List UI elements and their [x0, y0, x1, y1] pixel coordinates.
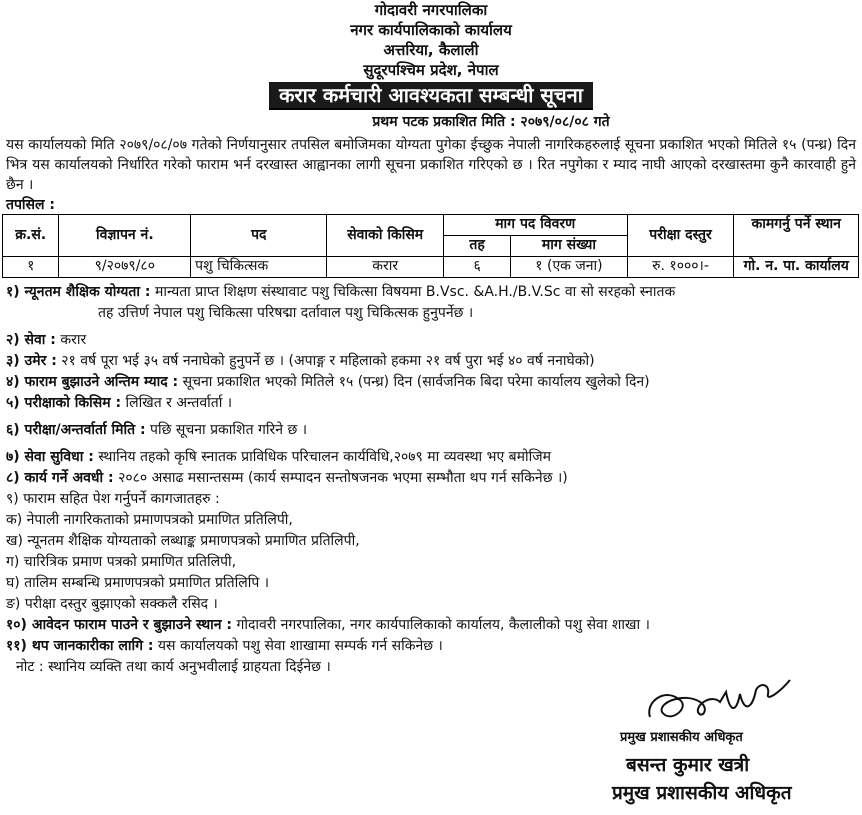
list-item — [6, 330, 856, 351]
item-text: लिखित र अन्तर्वार्ता । — [125, 394, 233, 411]
item-text: ९) फाराम सहित पेश गर्नुपर्ने कागजातहरु : — [6, 490, 220, 507]
list-item — [6, 393, 856, 414]
cell-sn: १ — [3, 256, 59, 277]
item-text: सूचना प्रकाशित भएको मितिले १५ (पन्ध्र) दिन (सार्वजनिक बिदा परेमा कार्यालय खुलेको दिन) — [182, 373, 650, 390]
cell-workplace: गो. न. पा. कार्यालय — [734, 256, 859, 277]
list-item — [6, 351, 856, 372]
conditions-list — [6, 282, 856, 678]
published-date: प्रथम पटक प्रकाशित मिति : २०७९/०८/०८ गते — [372, 114, 610, 130]
list-item — [6, 636, 856, 657]
cell-ad-no: ९/२०७९/८० — [59, 256, 191, 277]
item-label: ६) परीक्षा/अन्तर्वार्ता मिति : — [6, 421, 146, 438]
item-text: गोदावरी नगरपालिका, नगर कार्यपालिकाको कार्यालय, कैलालीको पशु सेवा शाखा । — [236, 616, 650, 633]
item-label: ७) सेवा सुविधा : — [6, 448, 94, 465]
signatory-name: बसन्त कुमार खत्री — [626, 754, 750, 776]
list-item — [6, 615, 856, 636]
col-post: पद — [191, 214, 327, 256]
item-text: यस कार्यालयको पशु सेवा शाखामा सम्पर्क गर्न सकिनेछ । — [157, 637, 443, 654]
item-text: करार — [60, 331, 87, 348]
item-label: ८) कार्य गर्ने अवधी : — [6, 469, 114, 486]
col-workplace: कामगर्नु पर्ने स्थान — [734, 214, 859, 256]
note: नोट : स्थानिय व्यक्ति तथा कार्य अनुभवीलाई ग्राहयता दिईनेछ । — [16, 658, 331, 675]
intro-paragraph: यस कार्यालयको मिति २०७९/०८/०७ गतेको निर्णयानुसार तपसिल बमोजिमका योग्यता पुगेका ईच्छुक नेपाली नागरिकहरुलाई सूचना प्रकाशित भएको मितिले १५ (पन्ध्र) दिन भित्र यस कार्यालयको निर्धारित गरेको फाराम भर्न दरखास्त आह्वानका लागी सूचना प्रकाशित गरिएको छ । रित नपुगेका र म्याद नाघी आएको दरखास्तमा कुनै कारवाही हुने छैन । — [6, 136, 856, 193]
notice-title-wrap — [0, 82, 862, 110]
doc-item: ग) चारित्रिक प्रमाण पत्रको प्रमाणित प्रतिलिपी, — [6, 553, 237, 570]
cell-exam-fee: रु. १०००।- — [627, 256, 734, 277]
doc-item: ख) न्यूनतम शैक्षिक योग्यताको लब्धाङ्क प्रमाणपत्रको प्रमाणित प्रतिलिपी, — [6, 532, 360, 549]
item-label: ५) परीक्षाको किसिम : — [6, 394, 122, 411]
list-item — [6, 420, 856, 441]
item-text: पछि सूचना प्रकाशित गरिने छ । — [150, 421, 308, 438]
list-item — [6, 282, 856, 303]
col-sn: क्र.सं. — [3, 214, 59, 256]
col-exam-fee: परीक्षा दस्तुर — [627, 214, 734, 256]
vacancy-table — [2, 214, 859, 278]
table-header-row — [3, 214, 859, 235]
cell-count: १ (एक जना) — [511, 256, 627, 277]
item-label: ११) थप जानकारीका लागि : — [6, 637, 154, 654]
list-item-continued: तह उत्तिर्ण नेपाल पशु चिकित्सा परिषद्मा दर्तावाल पशु चिकित्सक हुनुपर्नेछ । — [98, 304, 474, 321]
item-text: स्थानिय तहको कृषि स्नातक प्राविधिक परिचालन कार्यविधि,२०७९ मा व्यवस्था भए बमोजिम — [98, 448, 552, 465]
col-count: माग संख्या — [511, 235, 627, 256]
office-header — [0, 0, 862, 80]
office-name: नगर कार्यपालिकाको कार्यालय — [350, 21, 512, 39]
item-label: १) न्यूनतम शैक्षिक योग्यता : — [6, 283, 151, 300]
cell-post: पशु चिकित्सक — [191, 256, 327, 277]
item-label: २) सेवा : — [6, 331, 56, 348]
signature-icon — [640, 672, 810, 732]
item-text: २०८० असाढ मसान्तसम्म (कार्य सम्पादन सन्तोषजनक भएमा सम्भौता थप गर्न सकिनेछ ।) — [118, 469, 568, 486]
list-item — [6, 447, 856, 468]
col-level: तह — [443, 235, 510, 256]
col-service-type: सेवाको किसिम — [327, 214, 443, 256]
doc-item: ङ) परीक्षा दस्तुर बुझाएको सक्कलै रसिद । — [6, 595, 218, 612]
tapsil-label: तपसिल : — [6, 196, 55, 213]
doc-item: घ) तालिम सम्बन्धि प्रमाणपत्रको प्रमाणित प्रतिलिपि । — [6, 574, 270, 591]
item-label: १०) आवेदन फाराम पाउने र बुझाउने स्थान : — [6, 616, 233, 633]
table-row — [3, 256, 859, 277]
col-ad-no: विज्ञापन नं. — [59, 214, 191, 256]
notice-title: करार कर्मचारी आवश्यकता सम्बन्धी सूचना — [269, 82, 593, 110]
item-text: २१ वर्ष पूरा भई ३५ वर्ष ननाघेको हुनुपर्ने छ । (अपाङ्ग र महिलाको हकमा २१ वर्ष पुरा भई ४० वर्ष ननाघेको) — [61, 352, 595, 369]
province-name: सुदूरपश्चिम प्रदेश, नेपाल — [363, 61, 499, 79]
cell-level: ६ — [443, 256, 510, 277]
item-label: ३) उमेर : — [6, 352, 57, 369]
signature-role-small: प्रमुख प्रशासकीय अधिकृत — [620, 730, 743, 745]
cell-service-type: करार — [327, 256, 443, 277]
list-item — [6, 489, 856, 510]
doc-item: क) नेपाली नागरिकताको प्रमाणपत्रको प्रमाणित प्रतिलिपी, — [6, 511, 293, 528]
office-location: अत्तरिया, कैलाली — [383, 41, 479, 59]
item-text: मान्यता प्राप्त शिक्षण संस्थावाट पशु चिकित्सा विषयमा B.Vsc. &A.H./B.V.Sc वा सो सरहको स्नातक — [154, 283, 676, 300]
col-demand: माग पद विवरण — [443, 214, 627, 235]
municipality-name: गोदावरी नगरपालिका — [374, 1, 488, 19]
signatory-title: प्रमुख प्रशासकीय अधिकृत — [612, 782, 792, 804]
item-label: ४) फाराम बुझाउने अन्तिम म्याद : — [6, 373, 179, 390]
list-item — [6, 468, 856, 489]
list-item — [6, 372, 856, 393]
